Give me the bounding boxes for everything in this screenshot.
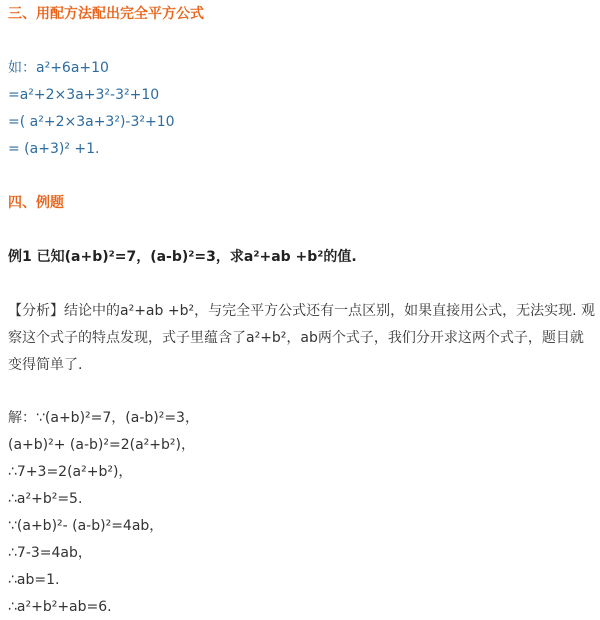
solution-line-7: ∴ab=1. — [8, 572, 60, 588]
section-4-heading: 四、例题 — [8, 195, 64, 211]
solution-line-1: 解：∵(a+b)²=7，(a-b)²=3， — [8, 410, 199, 426]
formula-line-1: 如：a²+6a+10 — [8, 60, 109, 76]
section-3-heading: 三、用配方法配出完全平方公式 — [8, 6, 204, 22]
formula-line-4: = (a+3)² +1. — [8, 141, 100, 157]
formula-line-3: =( a²+2×3a+3²)-3²+10 — [8, 114, 175, 130]
analysis-paragraph: 【分析】结论中的a²+ab +b²，与完全平方公式还有一点区别，如果直接用公式，无法实现. 观察这个式子的特点发现，式子里蕴含了a²+b²，ab两个式子，我们分开求这两个式子，题目就变得简单了. — [8, 303, 595, 373]
solution-line-4: ∴a²+b²=5. — [8, 491, 83, 507]
solution-line-6: ∴7-3=4ab， — [8, 545, 92, 561]
solution-line-5: ∵(a+b)²- (a-b)²=4ab， — [8, 518, 164, 534]
solution-line-8: ∴a²+b²+ab=6. — [8, 599, 112, 615]
solution-line-3: ∴7+3=2(a²+b²)， — [8, 464, 133, 480]
example-question: 例1 已知(a+b)²=7，(a-b)²=3，求a²+ab +b²的值. — [8, 249, 357, 265]
formula-line-2: =a²+2×3a+3²-3²+10 — [8, 87, 160, 103]
solution-line-2: (a+b)²+ (a-b)²=2(a²+b²)， — [8, 437, 195, 453]
